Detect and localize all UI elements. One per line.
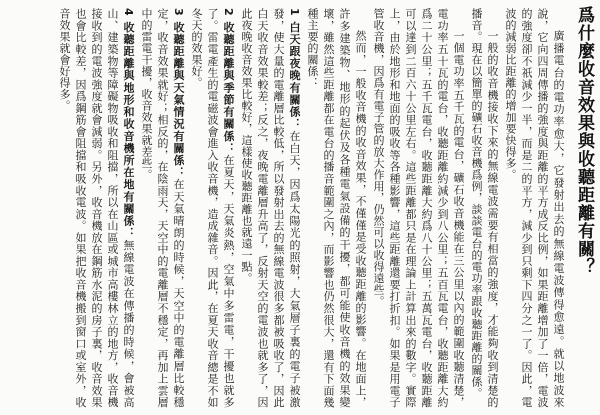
article-paragraph [370, 8, 466, 408]
paragraph-text: 無線電波在傳播的時候，會被高山、建築物等障礙物吸收和阻擋，所以在山區或城市高樓林立的地方，收音機接收到的電波強度就會減弱。另外，收音機放在鋼筋水泥的房子裏，收音效果也會比較差，因爲鋼筋會阻擋和吸收電波。如果把收音機搬到窗口或室外，收音效果就會好得多。 [58, 8, 135, 408]
article-paragraph [304, 8, 368, 408]
paragraph-heading: 3 收聽距離與天氣情況有關係： [172, 8, 185, 179]
paragraph-heading: 4 收聽距離與地形和收音機所在地有關係： [122, 8, 135, 240]
paragraph-heading: 1 白天跟夜晚有關係： [288, 8, 301, 131]
article-paragraph [238, 8, 302, 408]
article-paragraph [138, 8, 186, 408]
article-paragraph [502, 8, 566, 408]
article-paragraph [56, 8, 136, 408]
article-title: 爲什麼收音效果與收聽距離有關？ [574, 6, 594, 276]
paragraph-heading: 2 收聽距離與季節有關係： [222, 8, 235, 155]
paragraph-text: 然而，一般收音機的收音效果，不僅僅是受收聽距離的影響。在地面上，許多建築物、地形的起伏及各種電氣設備的干擾，都可能使收音機的效果變壞，雖然這些距離都在電台的播音範圍之內，而影響也仍然很大，還有下面幾種主要的關係： [306, 8, 367, 408]
paragraph-text: 一般的收音機接收下來的無線電波需要有相當的強度，才能夠收到清楚的播音。現在以簡單的礦石收音機爲例，談談電台的電功率跟收聽距離的關係。 [470, 8, 499, 408]
paragraph-text: 在白天，因爲太陽光的照射，大氣層子裏的電子被激發，使大量的電離層比較低，所以發射出去的無線電波很多都被吸收了，因此白天收音效果較差；反之，夜晚電離層升高了，反射天空的電波也就多了，因此夜晚收音效果比較好，這樣使收聽距離也就遠一點。 [240, 8, 301, 408]
paragraph-text: 在天氣晴朗的時候，天空中的電離層比較穩定，收音效果就好；相反的，在陰雨天，天空中的電離層不穩定，再加上雲層中的雷電干擾，收音效果就差些。 [140, 8, 185, 408]
paragraph-text: 廣播電台的電功率愈大，它發射出去的無線電波傳得愈遠。就以地波來說，它向四周傳播的強度與距離的平方成反比例，如果距離增加了一倍，電波的強度卻不祇減少一半，而是二的平方，減少到只剩下四分之一了。因此，電波的減弱比距離的增加要快得多。 [504, 8, 565, 408]
article-body [6, 8, 566, 408]
article-paragraph [468, 8, 500, 408]
article-paragraph [188, 8, 236, 408]
paragraph-text: 在夏天，天氣炎熱，空氣中多雷電，干擾也就多了。雷電產生的電磁波會進入收音機，造成雜音。因此，在夏天收音總是不如冬天的效果好。 [190, 8, 235, 408]
paragraph-text: 一個電功率五千瓦的電台，礦石收音機能在三公里以內的範圍收聽清楚，電功率五十瓦的電台，收聽距離約減少到八公里；五百瓦電台，收聽距離大約爲二十公里；五千瓦電台，收聽距離大約爲八十公里；五萬瓦電台，收聽距離可以達到二百六十公里左右。這些距離都只是在理論上計算出來的數字。實際上，由於地形和地面的吸收等各種影響，這些距離還要打折扣。如果是用電子管收音機，因爲有電子管的放大作用，仍然可以收得遠些。 [372, 8, 465, 408]
